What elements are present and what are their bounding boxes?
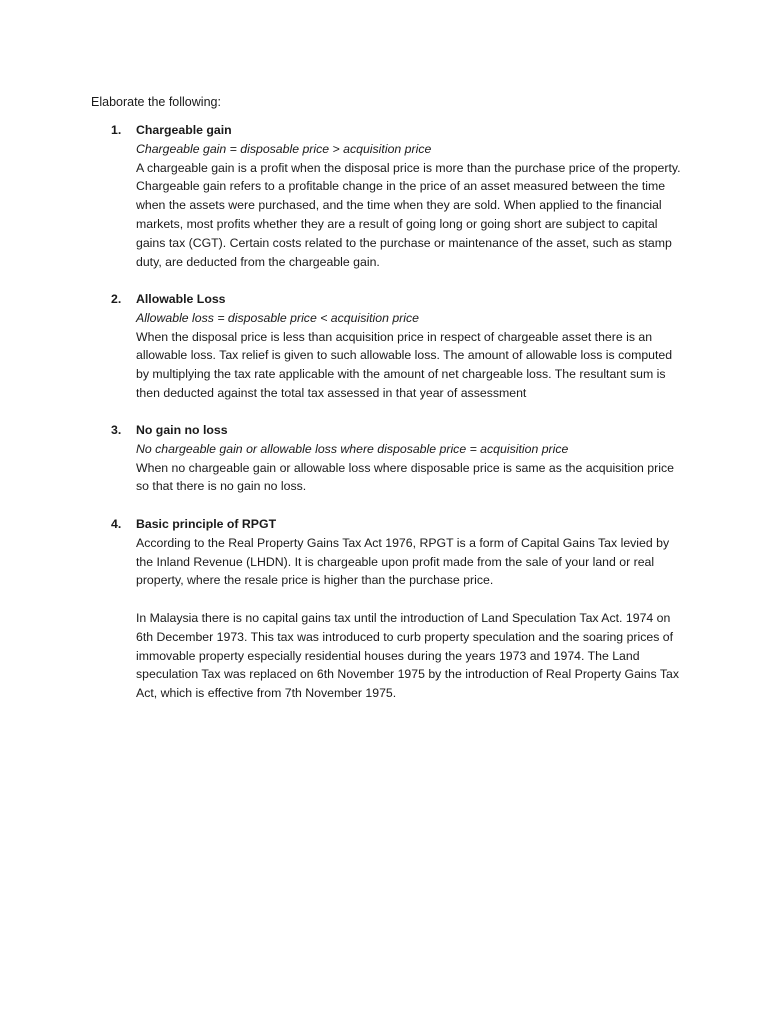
list-item-chargeable-gain — [111, 121, 681, 271]
item-number: 4. — [111, 517, 122, 531]
item-number: 1. — [111, 123, 122, 137]
item-title: Chargeable gain — [136, 123, 232, 137]
item-paragraph: When no chargeable gain or allowable loss where disposable price is same as the acquisition price so that there is no gain no loss. — [136, 460, 674, 494]
document-heading: Elaborate the following: — [91, 95, 221, 109]
item-number: 2. — [111, 292, 122, 306]
item-content — [136, 121, 681, 271]
item-paragraph: When the disposal price is less than acquisition price in respect of chargeable asset there is an allowable loss. Tax relief is given to such allowable loss. The amount of allowable loss is computed by multiplying the tax rate applicable with the amount of net chargeable loss. The resultant sum is then deducted against the total tax assessed in that year of assessment — [136, 329, 673, 400]
item-title: No gain no loss — [136, 423, 228, 437]
item-paragraph: According to the Real Property Gains Tax Act 1976, RPGT is a form of Capital Gains Tax levied by the Inland Revenue (LHDN). It is chargeable upon profit made from the sale of your land or real property, where the resale price is higher than the purchase price. — [136, 535, 670, 588]
item-content — [136, 421, 681, 496]
item-title: Allowable Loss — [136, 292, 226, 306]
item-formula: Allowable loss = disposable price < acquisition price — [136, 310, 419, 325]
item-paragraph: A chargeable gain is a profit when the disposal price is more than the purchase price of the property. Chargeable gain refers to a profitable change in the price of an asset measured between the time when the assets were purchased, and the time when they are sold. When applied to the financial markets, most profits whether they are a result of going long or going short are subject to capital gains tax (CGT). Certain costs related to the purchase or maintenance of the asset, such as stamp duty, are deducted from the chargeable gain. — [136, 160, 681, 269]
item-content — [136, 290, 681, 403]
item-formula: Chargeable gain = disposable price > acquisition price — [136, 141, 432, 156]
item-number: 3. — [111, 423, 122, 437]
list-item-no-gain-no-loss — [111, 421, 681, 496]
item-content — [136, 515, 681, 703]
list-item-rpgt-principle — [111, 515, 681, 703]
item-formula: No chargeable gain or allowable loss where disposable price = acquisition price — [136, 441, 569, 456]
item-title: Basic principle of RPGT — [136, 517, 277, 531]
list-item-allowable-loss — [111, 290, 681, 403]
item-paragraph: In Malaysia there is no capital gains tax until the introduction of Land Speculation Tax Act. 1974 on 6th December 1973. This tax was introduced to curb property speculation and the soaring prices of immovable property especially residential houses during the years 1973 and 1974. The Land speculation Tax was replaced on 6th November 1975 by the introduction of Real Property Gains Tax Act, which is effective from 7th November 1975. — [136, 610, 679, 701]
